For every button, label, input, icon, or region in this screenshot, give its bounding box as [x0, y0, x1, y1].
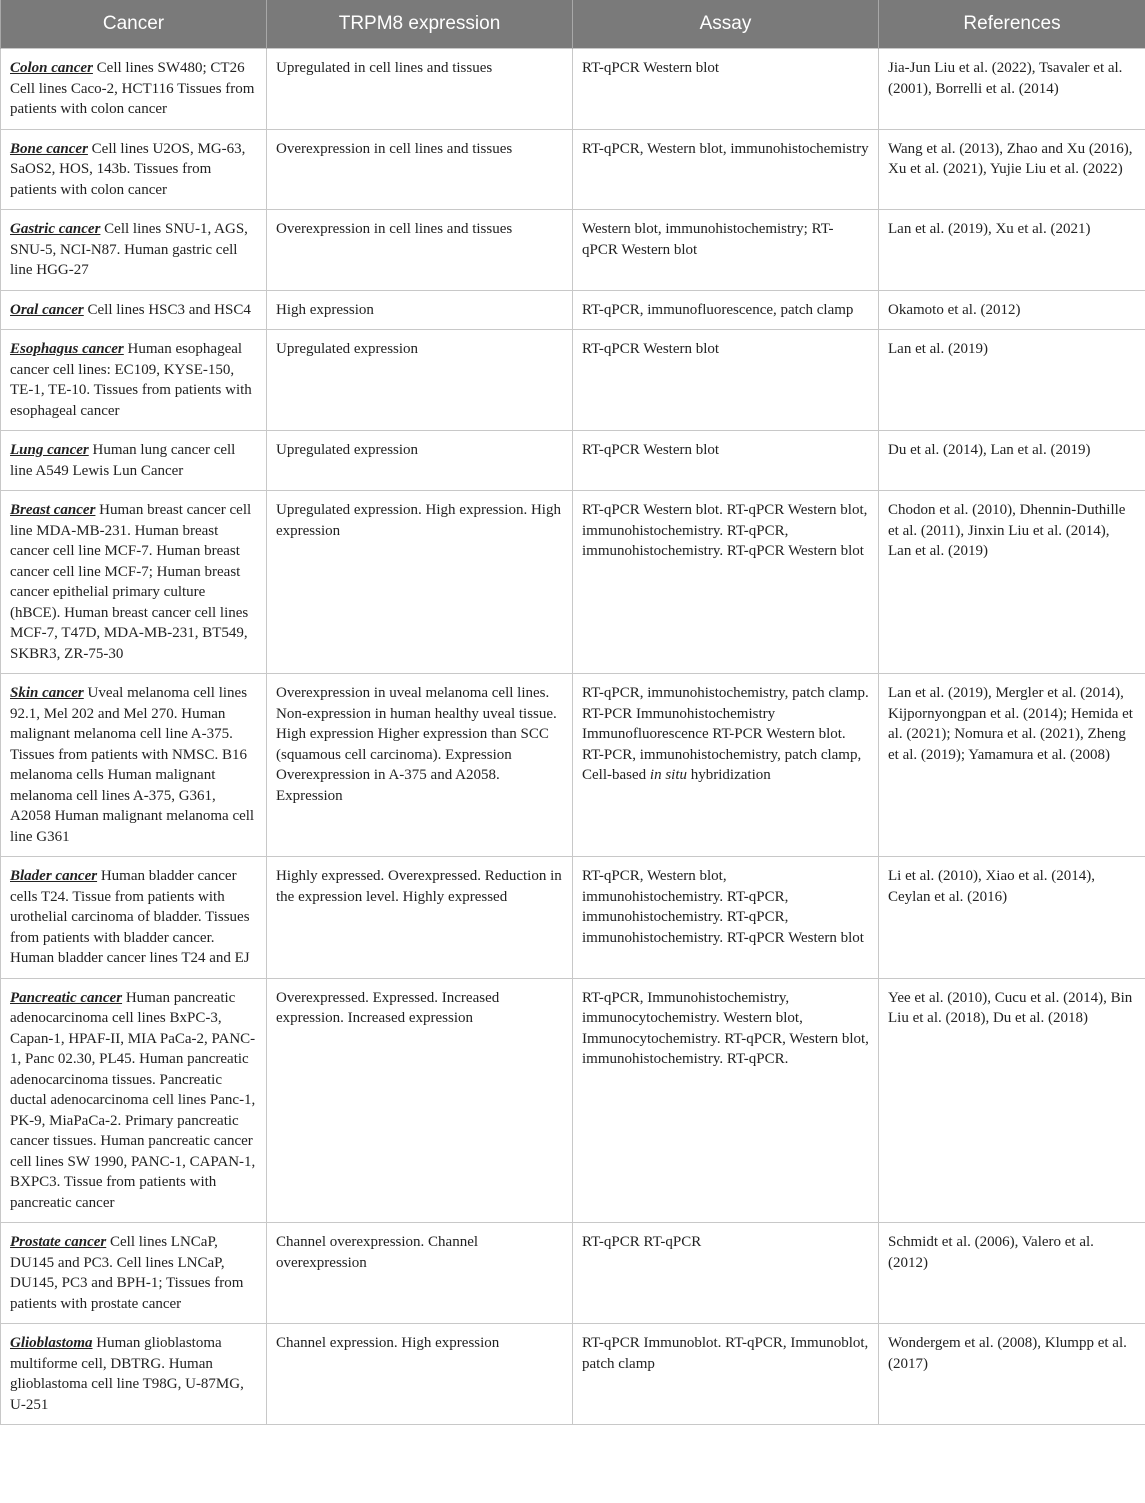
cell-trpm8-expression: Upregulated in cell lines and tissues: [267, 49, 573, 130]
table-row: [1, 330, 1145, 431]
table-body: [1, 49, 1145, 1425]
cell-references: Wondergem et al. (2008), Klumpp et al. (2017): [879, 1324, 1145, 1425]
table-row: [1, 431, 1145, 491]
cancer-sample-description: Uveal melanoma cell lines 92.1, Mel 202 and Mel 270. Human malignant melanoma cell line A-375. Tissues from patients with NMSC. B16 melanoma cells Human malignant melanoma cell lines A-375, G361, A2058 Human malignant melanoma cell line G361: [10, 685, 255, 845]
assay-text: RT-qPCR Western blot: [582, 341, 720, 357]
cancer-sample-description: Cell lines SNU-1, AGS, SNU-5, NCI-N87. Human gastric cell line HGG-27: [10, 221, 248, 278]
header-assay: Assay: [573, 0, 879, 49]
assay-text: RT-qPCR, Western blot, immunohistochemistry: [582, 140, 869, 157]
assay-text: RT-qPCR, immunofluorescence, patch clamp: [582, 301, 854, 318]
cell-assay: [573, 49, 879, 130]
cell-trpm8-expression: High expression: [267, 290, 573, 330]
cell-references: Du et al. (2014), Lan et al. (2019): [879, 431, 1145, 491]
assay-text: Western blot, immunohistochemistry; RT-qPCR Western blot: [582, 221, 834, 258]
cell-trpm8-expression: Upregulated expression: [267, 431, 573, 491]
cell-cancer: [1, 290, 267, 330]
cell-assay: [573, 674, 879, 857]
table-header-row: [1, 0, 1145, 49]
table-row: [1, 129, 1145, 210]
cancer-sample-description: Cell lines SW480; CT26 Cell lines Caco-2, HCT116 Tissues from patients with colon cancer: [10, 60, 255, 117]
cancer-sample-description: Cell lines HSC3 and HSC4: [83, 301, 251, 318]
cancer-type-name: Bone cancer: [10, 140, 88, 157]
assay-text: RT-qPCR Immunoblot. RT-qPCR, Immunoblot, patch clamp: [582, 1335, 869, 1372]
cell-trpm8-expression: Upregulated expression: [267, 330, 573, 431]
assay-text: RT-qPCR RT-qPCR: [582, 1234, 702, 1250]
cell-references: Yee et al. (2010), Cucu et al. (2014), Bin Liu et al. (2018), Du et al. (2018): [879, 978, 1145, 1223]
cell-cancer: [1, 491, 267, 674]
table-row: [1, 290, 1145, 330]
cell-references: Jia-Jun Liu et al. (2022), Tsavaler et al. (2001), Borrelli et al. (2014): [879, 49, 1145, 130]
cell-trpm8-expression: Upregulated expression. High expression. High expression: [267, 491, 573, 674]
assay-text: hybridization: [687, 767, 771, 783]
cell-trpm8-expression: Overexpression in cell lines and tissues: [267, 129, 573, 210]
header-trpm8-expression: TRPM8 expression: [267, 0, 573, 49]
cell-cancer: [1, 1223, 267, 1324]
cancer-type-name: Pancreatic cancer: [10, 989, 123, 1006]
cancer-type-name: Colon cancer: [10, 60, 93, 76]
cancer-sample-description: Cell lines U2OS, MG-63, SaOS2, HOS, 143b. Tissues from patients with colon cancer: [10, 140, 246, 198]
cancer-sample-description: Human lung cancer cell line A549 Lewis Lun Cancer: [10, 442, 236, 479]
assay-text: RT-qPCR Western blot: [582, 60, 720, 76]
cell-cancer: [1, 674, 267, 857]
cell-references: Lan et al. (2019), Mergler et al. (2014), Kijpornyongpan et al. (2014); Hemida et al. (2021); Nomura et al. (2021), Zheng et al. (2019); Yamamura et al. (2008): [879, 674, 1145, 857]
cell-assay: [573, 491, 879, 674]
cancer-sample-description: Human esophageal cancer cell lines: EC109, KYSE-150, TE-1, TE-10. Tissues from patients with esophageal cancer: [10, 341, 252, 419]
cell-references: Lan et al. (2019), Xu et al. (2021): [879, 210, 1145, 291]
table-row: [1, 210, 1145, 291]
assay-text: RT-qPCR, immunohistochemistry, patch clamp. RT-PCR Immunohistochemistry Immunofluorescence RT-PCR Western blot. RT-PCR, immunohistochemistry, patch clamp, Cell-based: [582, 685, 869, 783]
assay-text: RT-qPCR, Western blot, immunohistochemistry. RT-qPCR, immunohistochemistry. RT-qPCR, immunohistochemistry. RT-qPCR Western blot: [582, 868, 864, 946]
cell-assay: [573, 290, 879, 330]
table-row: [1, 978, 1145, 1223]
assay-text: RT-qPCR Western blot. RT-qPCR Western blot, immunohistochemistry. RT-qPCR, immunohistochemistry. RT-qPCR Western blot: [582, 502, 868, 559]
cancer-type-name: Glioblastoma: [10, 1335, 93, 1351]
cancer-type-name: Breast cancer: [10, 502, 96, 518]
cell-trpm8-expression: Overexpressed. Expressed. Increased expression. Increased expression: [267, 978, 573, 1223]
cell-trpm8-expression: Overexpression in uveal melanoma cell lines. Non-expression in human healthy uveal tissue. High expression Higher expression than SCC (squamous cell carcinoma). Expression Overexpression in A-375 and A2058. Expression: [267, 674, 573, 857]
table-row: [1, 49, 1145, 130]
cell-references: Chodon et al. (2010), Dhennin-Duthille et al. (2011), Jinxin Liu et al. (2014), Lan et al. (2019): [879, 491, 1145, 674]
cancer-type-name: Skin cancer: [10, 685, 84, 701]
cell-cancer: [1, 210, 267, 291]
cell-assay: [573, 129, 879, 210]
table-row: [1, 491, 1145, 674]
cell-cancer: [1, 431, 267, 491]
cell-cancer: [1, 49, 267, 130]
cell-assay: [573, 978, 879, 1223]
table-row: [1, 674, 1145, 857]
assay-text-italic: in situ: [649, 767, 687, 783]
cell-assay: [573, 1223, 879, 1324]
cell-assay: [573, 1324, 879, 1425]
cancer-type-name: Prostate cancer: [10, 1234, 107, 1250]
cancer-type-name: Blader cancer: [10, 868, 98, 884]
cell-cancer: [1, 330, 267, 431]
cancer-type-name: Lung cancer: [10, 442, 89, 458]
cancer-sample-description: Cell lines LNCaP, DU145 and PC3. Cell lines LNCaP, DU145, PC3 and BPH-1; Tissues from patients with prostate cancer: [10, 1234, 244, 1312]
table-row: [1, 857, 1145, 979]
cell-trpm8-expression: Overexpression in cell lines and tissues: [267, 210, 573, 291]
cancer-sample-description: Human glioblastoma multiforme cell, DBTRG. Human glioblastoma cell line T98G, U-87MG, U-251: [10, 1335, 244, 1413]
cell-cancer: [1, 857, 267, 979]
cell-cancer: [1, 978, 267, 1223]
assay-text: RT-qPCR Western blot: [582, 442, 720, 458]
cancer-sample-description: Human pancreatic adenocarcinoma cell lines BxPC-3, Capan-1, HPAF-II, MIA PaCa-2, PANC-1, Panc 02.30, PL45. Human pancreatic adenocarcinoma tissues. Pancreatic ductal adenocarcinoma cell lines Panc-1, PK-9, MiaPaCa-2. Primary pancreatic cancer tissues. Human pancreatic cancer cell lines SW 1990, PANC-1, CAPAN-1, BXPC3. Tissue from patients with pancreatic cancer: [10, 989, 256, 1211]
cell-trpm8-expression: Channel expression. High expression: [267, 1324, 573, 1425]
cell-trpm8-expression: Channel overexpression. Channel overexpression: [267, 1223, 573, 1324]
header-references: References: [879, 0, 1145, 49]
cell-assay: [573, 210, 879, 291]
cell-trpm8-expression: Highly expressed. Overexpressed. Reduction in the expression level. Highly expressed: [267, 857, 573, 979]
cell-assay: [573, 431, 879, 491]
header-cancer: Cancer: [1, 0, 267, 49]
cancer-sample-description: Human breast cancer cell line MDA-MB-231. Human breast cancer cell line MCF-7. Human breast cancer cell line MCF-7; Human breast cancer epithelial primary culture (hBCE). Human breast cancer cell lines MCF-7, T47D, MDA-MB-231, BT549, SKBR3, ZR-75-30: [10, 502, 252, 662]
cancer-type-name: Esophagus cancer: [10, 341, 124, 357]
cell-assay: [573, 330, 879, 431]
cell-references: Okamoto et al. (2012): [879, 290, 1145, 330]
table-row: [1, 1324, 1145, 1425]
table-row: [1, 1223, 1145, 1324]
cell-assay: [573, 857, 879, 979]
cancer-type-name: Oral cancer: [10, 301, 84, 318]
cancer-type-name: Gastric cancer: [10, 221, 101, 237]
cell-references: Schmidt et al. (2006), Valero et al. (2012): [879, 1223, 1145, 1324]
cell-cancer: [1, 129, 267, 210]
cell-references: Lan et al. (2019): [879, 330, 1145, 431]
cancer-sample-description: Human bladder cancer cells T24. Tissue from patients with urothelial carcinoma of bladder. Tissues from patients with bladder cancer. Human bladder cancer lines T24 and EJ: [10, 868, 250, 966]
cell-references: Wang et al. (2013), Zhao and Xu (2016), Xu et al. (2021), Yujie Liu et al. (2022): [879, 129, 1145, 210]
cell-cancer: [1, 1324, 267, 1425]
assay-text: RT-qPCR, Immunohistochemistry, immunocytochemistry. Western blot, Immunocytochemistry. RT-qPCR, Western blot, immunohistochemistry. RT-qPCR.: [582, 989, 869, 1067]
cell-references: Li et al. (2010), Xiao et al. (2014), Ceylan et al. (2016): [879, 857, 1145, 979]
